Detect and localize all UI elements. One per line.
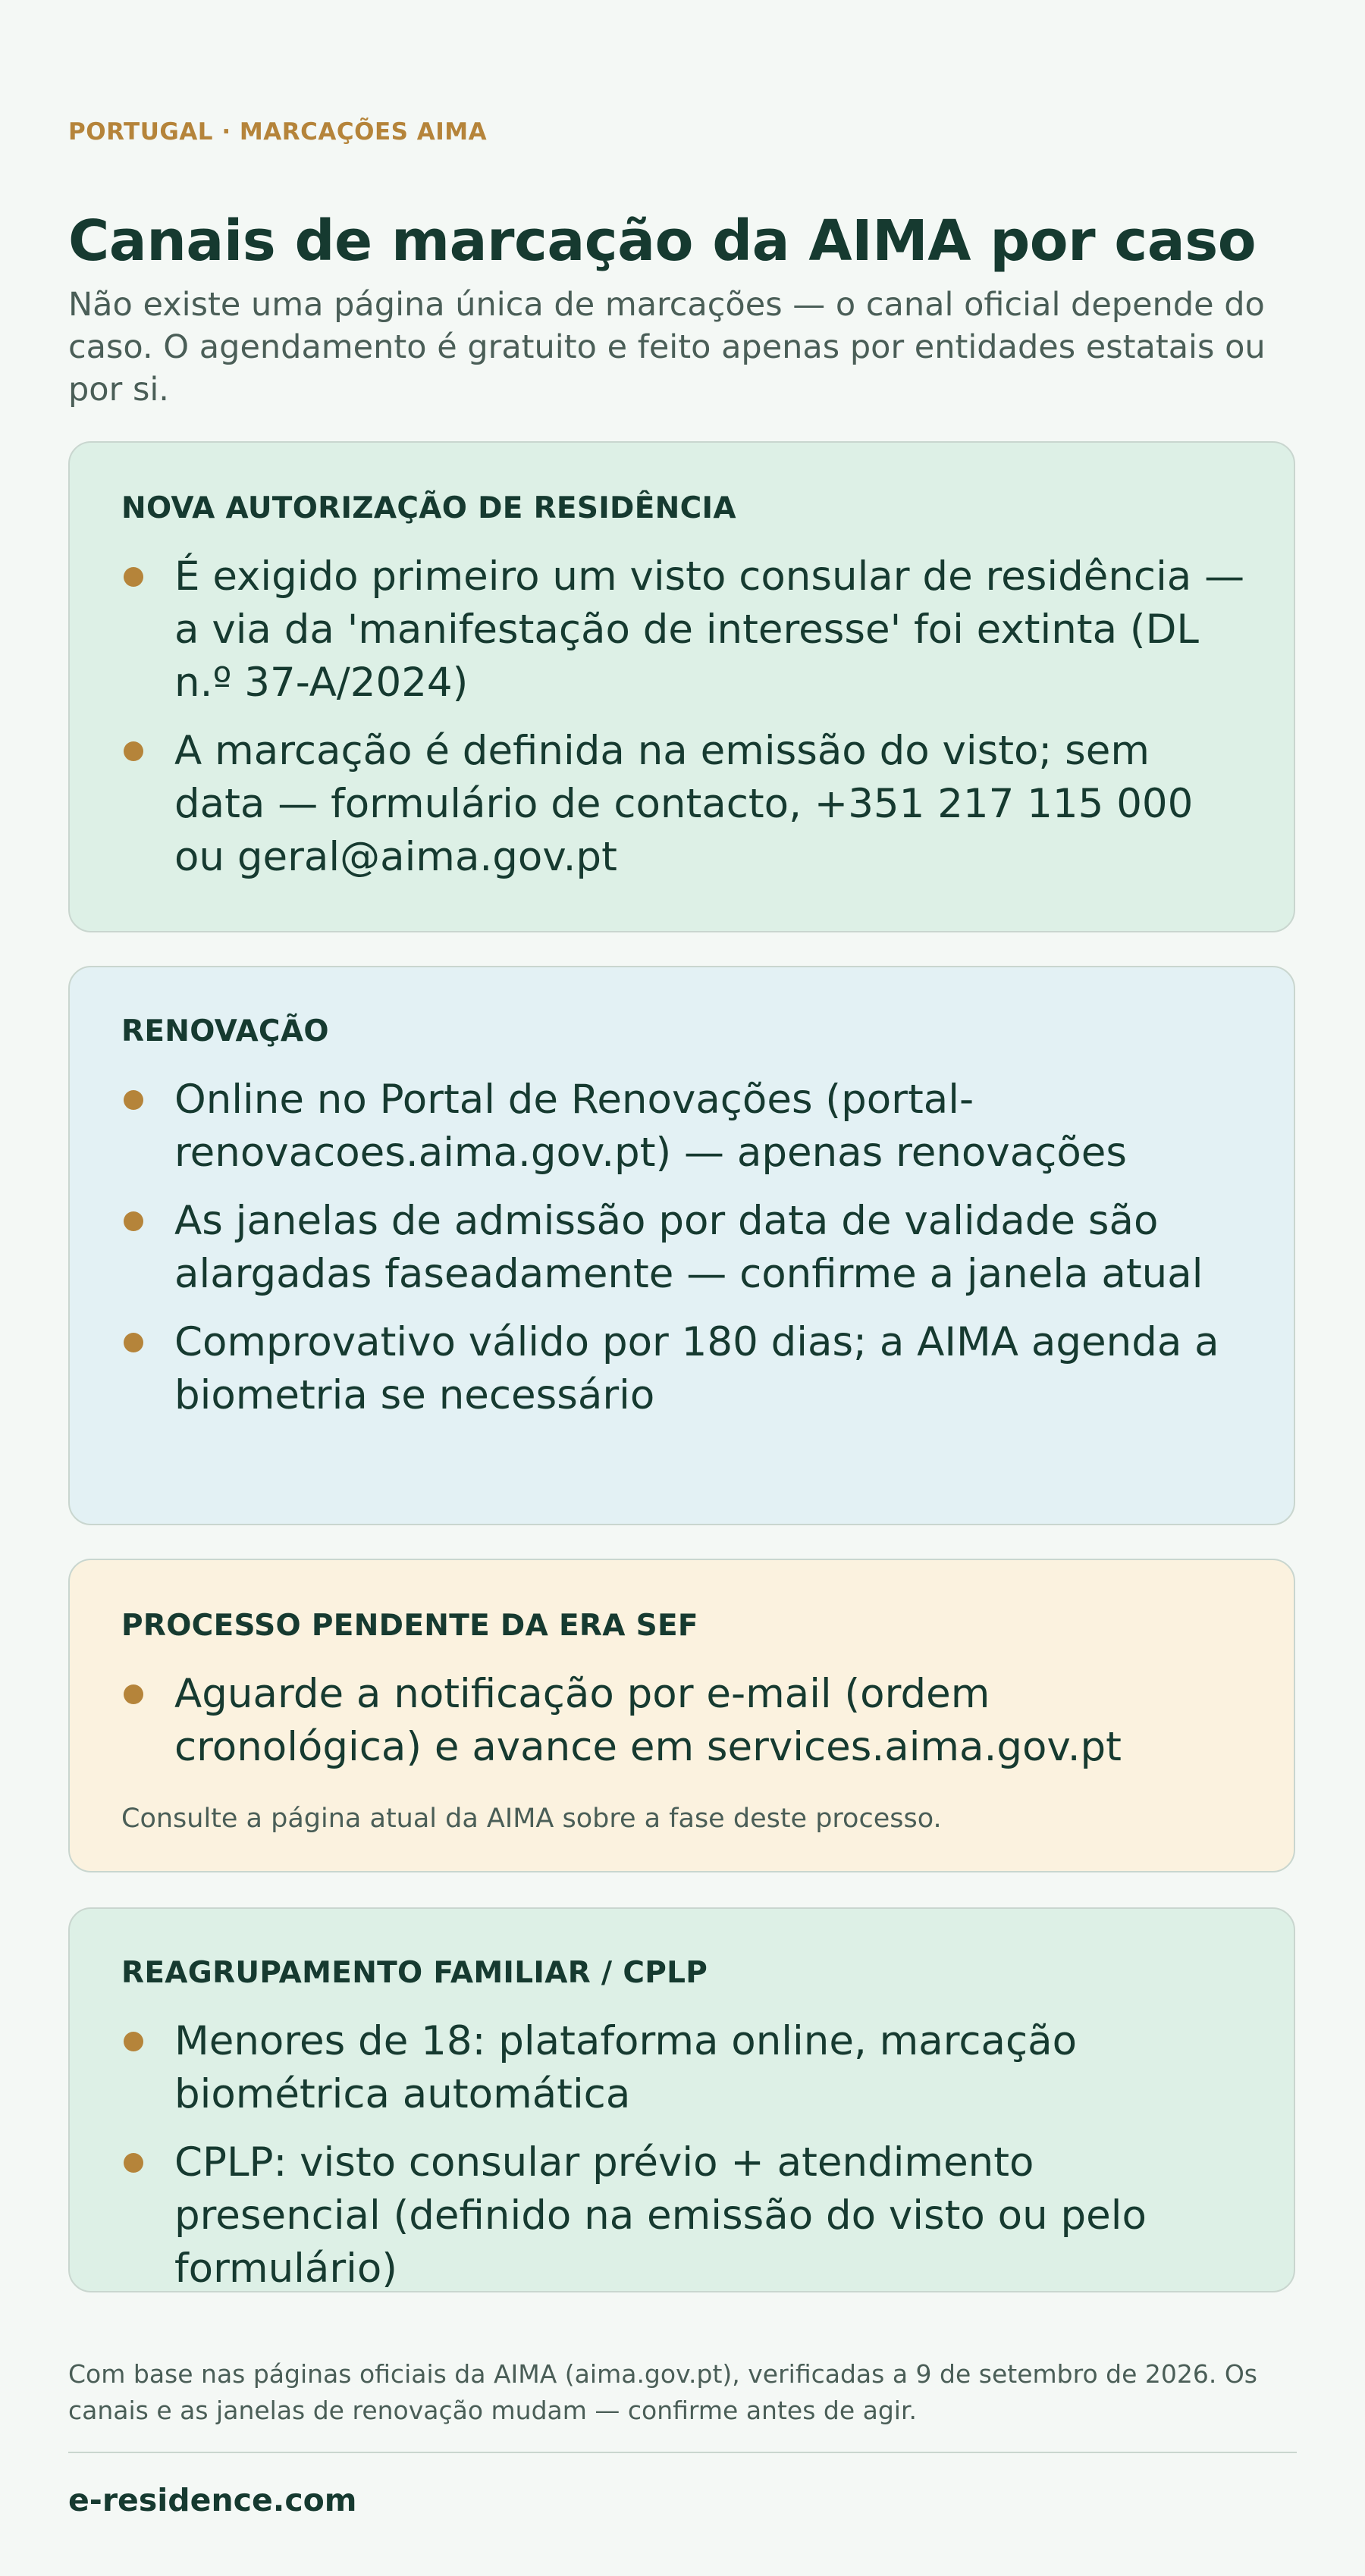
bullet-dot-icon <box>124 1211 143 1231</box>
list-item <box>121 550 1248 710</box>
bullet-text: Online no Portal de Renovações (portal-renovacoes.aima.gov.pt) — apenas renovações <box>174 1076 1127 1176</box>
card-renewal <box>68 966 1295 1525</box>
card-heading: PROCESSO PENDENTE DA ERA SEF <box>121 1609 698 1643</box>
card-heading: NOVA AUTORIZAÇÃO DE RESIDÊNCIA <box>121 491 736 525</box>
card-new-residence <box>68 441 1295 932</box>
bullet-text: Menores de 18: plataforma online, marcação biométrica automática <box>174 2018 1078 2117</box>
eyebrow: PORTUGAL · MARCAÇÕES AIMA <box>68 118 488 146</box>
list-item <box>121 725 1248 884</box>
card-note: Consulte a página atual da AIMA sobre a fase deste processo. <box>121 1804 942 1834</box>
page-title: Canais de marcação da AIMA por caso <box>68 208 1257 274</box>
bullet-list <box>121 550 1248 899</box>
bullet-text: Aguarde a notificação por e-mail (ordem cronológica) e avance em services.aima.gov.pt <box>174 1671 1122 1770</box>
list-item <box>121 1668 1248 1774</box>
bullet-dot-icon <box>124 2153 143 2173</box>
bullet-text: CPLP: visto consular prévio + atendimento presencial (definido na emissão do visto ou pelo formulário) <box>174 2139 1147 2292</box>
page-header <box>68 114 1297 411</box>
bullet-dot-icon <box>124 1090 143 1110</box>
list-item <box>121 2136 1248 2296</box>
page-subtitle: Não existe uma página única de marcações — o canal oficial depende do caso. O agendamento é gratuito e feito apenas por entidades estatais ou por si. <box>68 286 1266 409</box>
bullet-text: Comprovativo válido por 180 dias; a AIMA agenda a biometria se necessário <box>174 1319 1219 1418</box>
card-heading: REAGRUPAMENTO FAMILIAR / CPLP <box>121 1956 708 1990</box>
bullet-list <box>121 1073 1248 1437</box>
list-item <box>121 1316 1248 1422</box>
bullet-dot-icon <box>124 567 143 587</box>
bullet-text: As janelas de admissão por data de validade são alargadas faseadamente — confirme a janela atual <box>174 1198 1203 1297</box>
list-item <box>121 1073 1248 1180</box>
card-heading: RENOVAÇÃO <box>121 1014 329 1048</box>
brand-link[interactable]: e-residence.com <box>68 2482 357 2518</box>
bullet-dot-icon <box>124 2032 143 2051</box>
card-pending-sef <box>68 1559 1295 1872</box>
bullet-list <box>121 1668 1248 1789</box>
footer-divider <box>68 2452 1297 2453</box>
bullet-dot-icon <box>124 1333 143 1352</box>
list-item <box>121 1195 1248 1301</box>
list-item <box>121 2015 1248 2121</box>
bullet-text: É exigido primeiro um visto consular de residência — a via da 'manifestação de interesse' foi extinta (DL n.º 37-A/2024) <box>174 553 1245 706</box>
bullet-dot-icon <box>124 741 143 761</box>
card-family-cplp <box>68 1907 1295 2292</box>
bullet-text: A marcação é definida na emissão do visto; sem data — formulário de contacto, +351 217 115 000 ou geral@aima.gov.pt <box>174 728 1194 880</box>
bullet-dot-icon <box>124 1684 143 1704</box>
bullet-list <box>121 2015 1248 2311</box>
footer-note: Com base nas páginas oficiais da AIMA (aima.gov.pt), verificadas a 9 de setembro de 2026. Os canais e as janelas de renovação mudam — confirme antes de agir. <box>68 2359 1257 2425</box>
